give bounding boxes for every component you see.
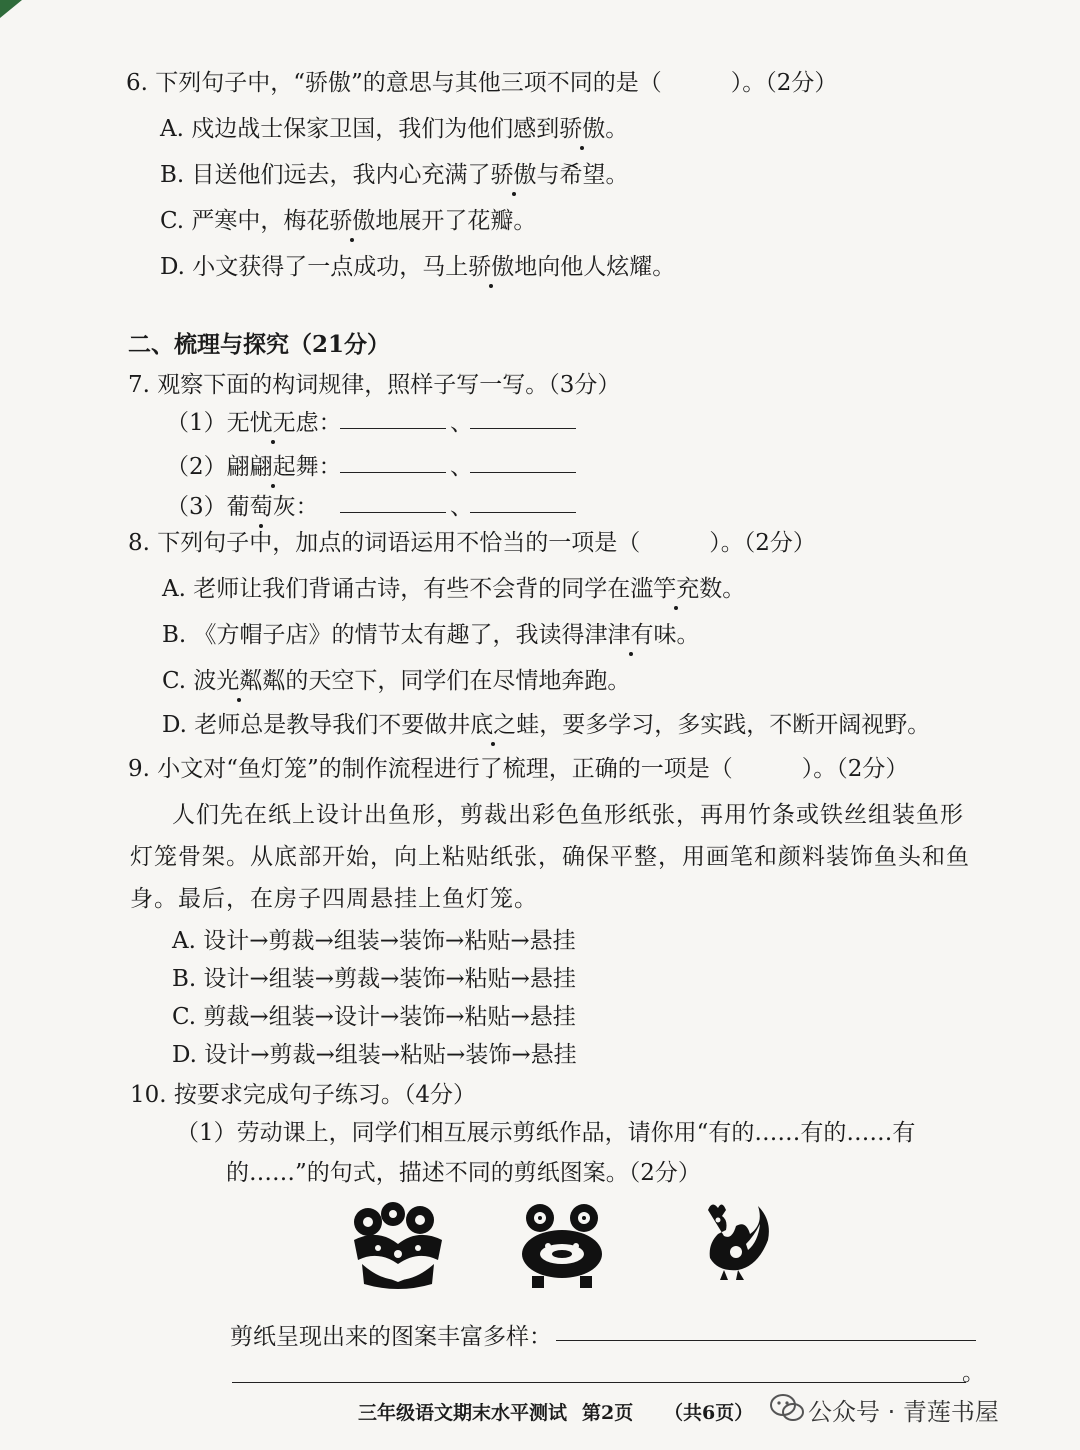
q7-item-3 — [166, 488, 319, 521]
q7-item-2-blank-1[interactable] — [340, 472, 446, 473]
q9-paragraph-line-1: 人们先在纸上设计出鱼形，剪裁出彩色鱼形纸张，再用竹条或铁丝组装鱼形 — [172, 802, 964, 828]
q10-answer-line-2[interactable] — [232, 1382, 966, 1383]
section-2-heading: 二、梳理与探究（21分） — [128, 331, 391, 358]
q6-a-dot: 骄傲 — [559, 110, 605, 143]
q8-c-dot: 波光粼粼 — [193, 662, 285, 695]
watermark-text: 公众号 · 青莲书屋 — [808, 1398, 999, 1426]
q10-end-mark: 。 — [962, 1360, 985, 1386]
q10-sub1-line-1: （1）劳动课上，同学们相互展示剪纸作品，请你用“有的……有的……有 — [176, 1120, 916, 1146]
q8-a-dot: 滥竽充数 — [630, 570, 722, 603]
q8-stem: 8. 下列句子中，加点的词语运用不恰当的一项是（ ）。（2分） — [128, 530, 816, 556]
q8-d-pre: D. 老师总是教导我们不要做 — [162, 712, 448, 738]
q7-item-2-blank-2[interactable] — [470, 472, 576, 473]
q10-answer-lead: 剪纸呈现出来的图案丰富多样： — [230, 1324, 552, 1350]
q7-stem: 7. 观察下面的构词规律，照样子写一写。（3分） — [128, 372, 621, 398]
q8-b-pre: B. 《方帽子店》的情节太有趣了，我读得 — [162, 622, 585, 648]
q7-item-1-sep: 、 — [450, 410, 473, 436]
q7-item-3-num: （3） — [166, 494, 227, 520]
q7-item-3-colon: ： — [295, 494, 319, 520]
q9-option-b[interactable]: B. 设计→组装→剪裁→装饰→粘贴→悬挂 — [172, 966, 576, 992]
q6-b-post: 与希望。 — [536, 162, 629, 188]
q9-option-a[interactable]: A. 设计→剪裁→组装→装饰→粘贴→悬挂 — [172, 928, 576, 954]
q6-stem: 6. 下列句子中，“骄傲”的意思与其他三项不同的是（ ）。（2分） — [126, 70, 838, 96]
q8-d-dot: 井底之蛙 — [447, 706, 539, 739]
q6-a-post: 。 — [605, 116, 629, 142]
q6-b-pre: B. 目送他们远去，我内心充满了 — [160, 162, 491, 188]
q7-item-1-blank-2[interactable] — [470, 428, 576, 429]
q9-option-d[interactable]: D. 设计→剪裁→组装→粘贴→装饰→悬挂 — [172, 1042, 577, 1068]
q7-item-1 — [166, 404, 342, 437]
q7-item-2 — [166, 448, 342, 481]
q7-item-2-word: 翩翩起舞 — [227, 448, 319, 481]
q10-answer-line-1[interactable] — [556, 1340, 976, 1341]
q8-option-b[interactable] — [162, 616, 700, 649]
q6-c-dot: 骄傲 — [329, 202, 375, 235]
papercut-rooster-image — [688, 1200, 774, 1280]
q8-c-pre: C. — [162, 668, 194, 694]
q8-b-post: 。 — [676, 622, 700, 648]
q7-item-1-blank-1[interactable] — [340, 428, 446, 429]
q6-c-post: 地展开了花瓣。 — [375, 208, 537, 234]
q8-d-post: ，要多学习，多实践，不断开阔视野。 — [539, 712, 931, 738]
q9-paragraph-line-3: 身。最后，在房子四周悬挂上鱼灯笼。 — [130, 886, 538, 912]
q6-option-d[interactable] — [160, 248, 675, 281]
q7-item-3-blank-1[interactable] — [340, 512, 446, 513]
papercut-frogs-image — [514, 1200, 610, 1292]
q7-item-2-num: （2） — [166, 454, 227, 480]
q7-item-3-blank-2[interactable] — [470, 512, 576, 513]
q8-b-dot: 津津有味 — [585, 616, 677, 649]
q6-d-post: 地向他人炫耀。 — [514, 254, 676, 280]
footer-total: （共6页） — [664, 1402, 754, 1424]
q6-c-pre: C. 严寒中，梅花 — [160, 208, 330, 234]
q8-option-d[interactable] — [162, 706, 930, 739]
q6-b-dot: 骄傲 — [491, 156, 537, 189]
q10-stem: 10. 按要求完成句子练习。（4分） — [130, 1082, 477, 1108]
q7-item-2-colon: ： — [318, 454, 342, 480]
q8-option-a[interactable] — [162, 570, 745, 603]
q6-option-b[interactable] — [160, 156, 629, 189]
footer-page: 第2页 — [582, 1402, 634, 1424]
q7-item-1-word: 无忧无虑 — [227, 404, 319, 437]
q7-item-3-sep: 、 — [450, 494, 473, 520]
q6-option-a[interactable] — [160, 110, 628, 143]
q7-item-3-word: 葡萄灰 — [227, 488, 296, 521]
q10-sub1-line-2: 的……”的句式，描述不同的剪纸图案。（2分） — [226, 1160, 701, 1186]
wechat-icon — [770, 1393, 804, 1423]
q8-c-post: 的天空下，同学们在尽情地奔跑。 — [285, 668, 631, 694]
q8-a-pre: A. 老师让我们背诵古诗，有些不会背的同学在 — [162, 576, 631, 602]
q7-item-1-num: （1） — [166, 410, 227, 436]
q6-d-dot: 骄傲 — [468, 248, 514, 281]
footer-title: 三年级语文期末水平测试 — [358, 1402, 568, 1424]
q8-a-post: 。 — [722, 576, 746, 602]
q9-option-c[interactable]: C. 剪裁→组装→设计→装饰→粘贴→悬挂 — [172, 1004, 576, 1030]
q6-a-pre: A. 戍边战士保家卫国，我们为他们感到 — [160, 116, 560, 142]
q8-option-c[interactable] — [162, 662, 630, 695]
q9-paragraph-line-2: 灯笼骨架。从底部开始，向上粘贴纸张，确保平整，用画笔和颜料装饰鱼头和鱼 — [130, 844, 970, 870]
corner-mark — [0, 0, 22, 18]
q6-option-c[interactable] — [160, 202, 536, 235]
q7-item-1-colon: ： — [318, 410, 342, 436]
q9-stem: 9. 小文对“鱼灯笼”的制作流程进行了梳理，正确的一项是（ ）。（2分） — [128, 756, 909, 782]
papercut-flower-image — [348, 1200, 448, 1292]
q6-d-pre: D. 小文获得了一点成功，马上 — [160, 254, 469, 280]
q7-item-2-sep: 、 — [450, 454, 473, 480]
